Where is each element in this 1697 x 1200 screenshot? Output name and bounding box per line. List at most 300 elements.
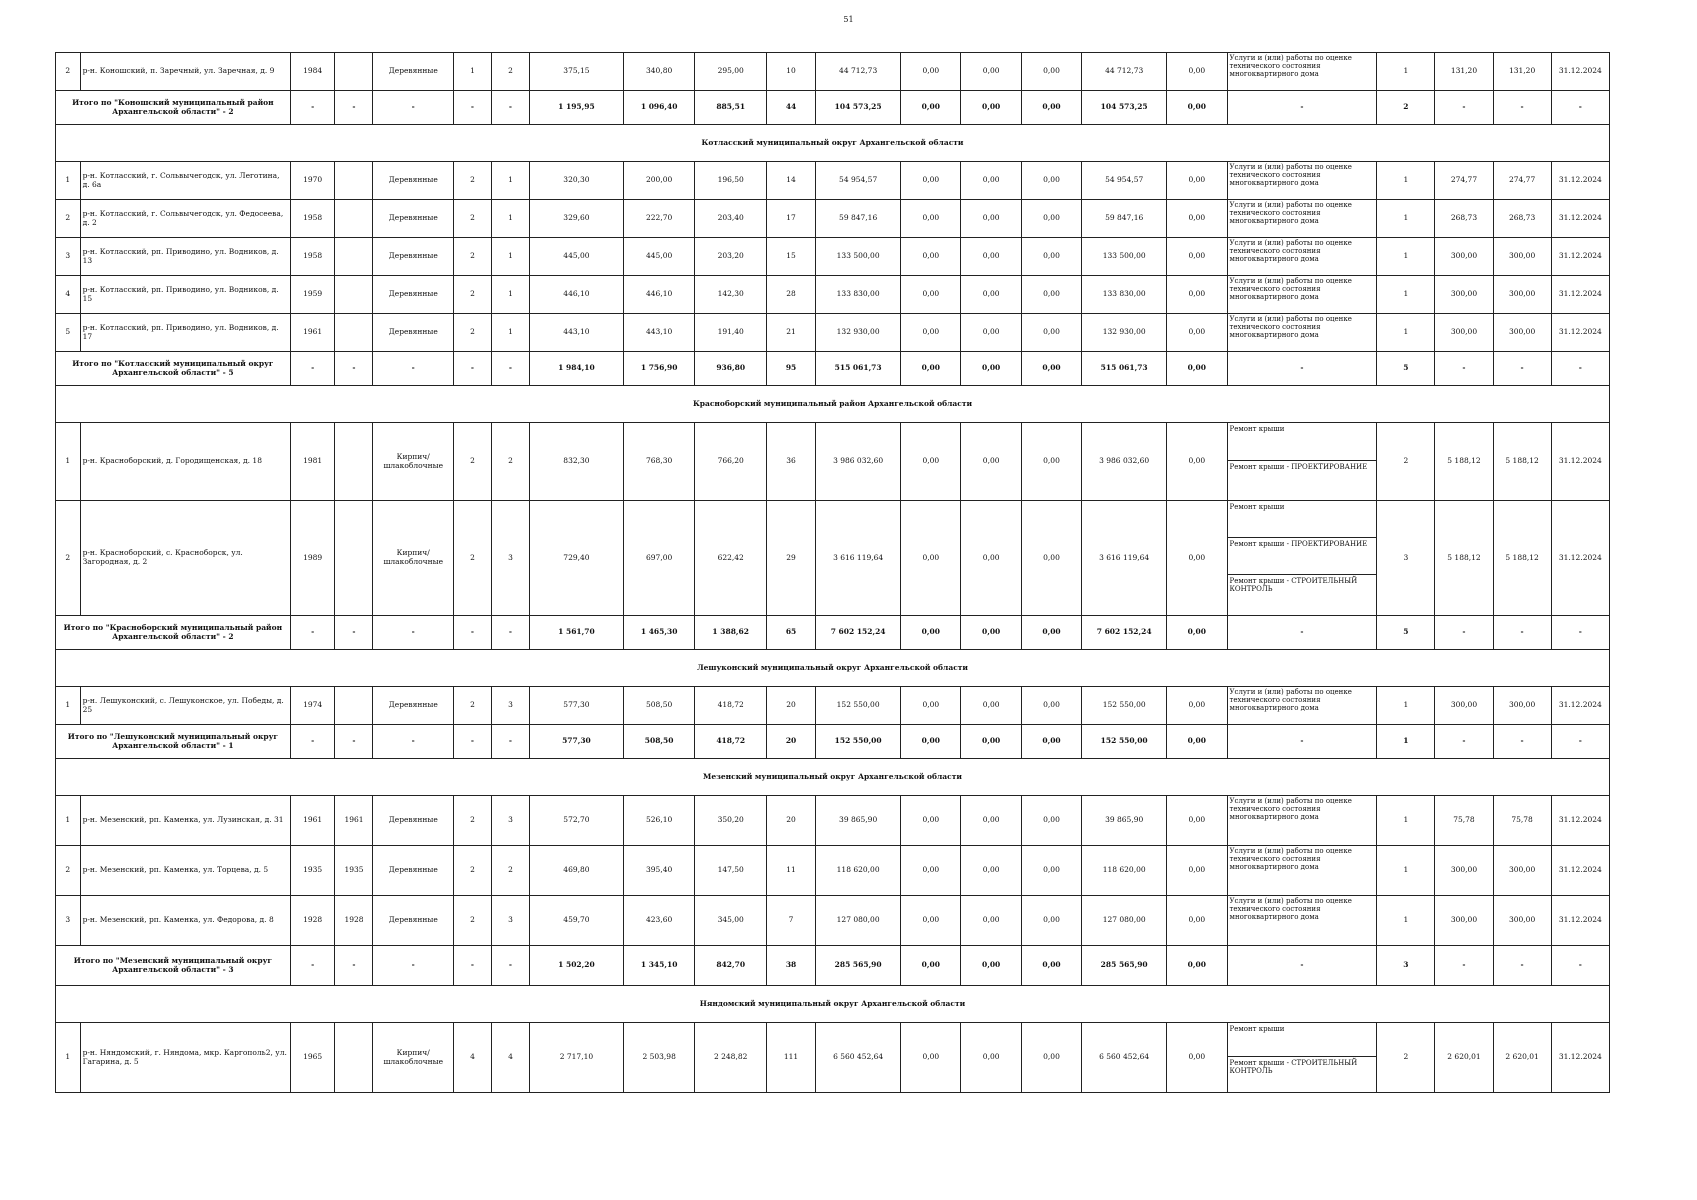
work-type-item: Ремонт крыши - СТРОИТЕЛЬНЫЙ КОНТРОЛЬ [1229,577,1358,594]
year-commissioned-cell: 1935 [335,846,373,896]
residential-area-cell: 768,30 [623,423,695,501]
deadline-cell: 31.12.2024 [1551,896,1609,946]
residents-cell: 11 [766,846,815,896]
year-built-cell: 1961 [290,314,335,352]
owners-funds-cell: 44 712,73 [1082,53,1167,91]
entrances-cell: 3 [491,501,529,616]
total-area-cell: 1 984,10 [529,352,623,386]
subtotal-row [56,616,1610,650]
entrances-cell: 1 [491,238,529,276]
residential-area-cell: 1 465,30 [623,616,695,650]
total-cost-cell: 3 616 119,64 [816,501,901,616]
dash-cell: - [373,725,453,759]
total-area-cell: 577,30 [529,687,623,725]
table-row [56,687,1610,725]
section-header-row [56,759,1610,796]
dash-cell: - [373,946,453,986]
year-commissioned-cell [335,276,373,314]
total-cost-cell: 104 573,25 [816,91,901,125]
work-count-cell: 5 [1377,352,1435,386]
year-built-cell: 1984 [290,53,335,91]
table-row [56,238,1610,276]
subtotal-row [56,352,1610,386]
dash-cell: - [290,946,335,986]
floors-cell: 2 [453,314,491,352]
residential-area-cell: 697,00 [623,501,695,616]
residential-area-cell: 443,10 [623,314,695,352]
municipal-budget-cell: 0,00 [1021,846,1081,896]
entrances-cell: 2 [491,423,529,501]
municipal-budget-cell: 0,00 [1021,616,1081,650]
floors-cell: 2 [453,896,491,946]
regional-budget-cell: 0,00 [961,162,1021,200]
work-types-cell [1227,423,1377,501]
wall-material-cell: Кирпич/шлакоблочные [373,501,453,616]
floors-cell: 2 [453,200,491,238]
max-unit-cost-cell: 5 188,12 [1493,423,1551,501]
year-commissioned-cell [335,314,373,352]
regional-budget-cell: 0,00 [961,423,1021,501]
work-types-cell [1227,846,1377,896]
work-type-item: Услуги и (или) работы по оценке технического состояния многоквартирного дома [1229,277,1352,302]
residential-area-cell: 2 503,98 [623,1023,695,1093]
entrances-cell: 2 [491,53,529,91]
work-types-cell [1227,276,1377,314]
fund-support-cell: 0,00 [901,725,961,759]
work-type-item: Услуги и (или) работы по оценке технического состояния многоквартирного дома [1229,201,1352,226]
regional-budget-cell: 0,00 [961,846,1021,896]
year-commissioned-cell: 1961 [335,796,373,846]
section-title: Лешуконский муниципальный округ Архангельской области [56,650,1610,687]
address-cell: р-н. Котласский, рп. Приводино, ул. Водников, д. 13 [80,238,290,276]
unit-cost-cell: 75,78 [1435,796,1493,846]
municipal-budget-cell: 0,00 [1021,276,1081,314]
total-cost-cell: 39 865,90 [816,796,901,846]
regional-budget-cell: 0,00 [961,725,1021,759]
other-funds-cell: 0,00 [1167,162,1227,200]
year-commissioned-cell [335,423,373,501]
total-cost-cell: 7 602 152,24 [816,616,901,650]
total-area-cell: 446,10 [529,276,623,314]
total-area-cell: 729,40 [529,501,623,616]
wall-material-cell: Деревянные [373,276,453,314]
work-types-cell [1227,501,1377,616]
fund-support-cell: 0,00 [901,896,961,946]
residential-area-cell: 395,40 [623,846,695,896]
deadline-cell: 31.12.2024 [1551,796,1609,846]
entrances-cell: 3 [491,687,529,725]
owners-funds-cell: 118 620,00 [1082,846,1167,896]
dash-cell: - [1551,352,1609,386]
municipal-budget-cell: 0,00 [1021,314,1081,352]
residents-cell: 7 [766,896,815,946]
max-unit-cost-cell: 2 620,01 [1493,1023,1551,1093]
residential-area-cell: 508,50 [623,687,695,725]
max-unit-cost-cell: 268,73 [1493,200,1551,238]
work-type-item: Услуги и (или) работы по оценке технического состояния многоквартирного дома [1229,163,1352,188]
floors-cell: 2 [453,162,491,200]
total-area-cell: 577,30 [529,725,623,759]
total-area-cell: 329,60 [529,200,623,238]
year-built-cell: 1974 [290,687,335,725]
work-count-cell: 5 [1377,616,1435,650]
residents-cell: 36 [766,423,815,501]
work-type-item: Услуги и (или) работы по оценке технического состояния многоквартирного дома [1229,315,1352,340]
owners-funds-cell: 132 930,00 [1082,314,1167,352]
regional-budget-cell: 0,00 [961,946,1021,986]
entrances-cell: 3 [491,896,529,946]
work-count-cell: 1 [1377,687,1435,725]
year-built-cell: 1928 [290,896,335,946]
dash-cell: - [335,946,373,986]
owners-funds-cell: 54 954,57 [1082,162,1167,200]
owners-funds-cell: 3 986 032,60 [1082,423,1167,501]
work-types-cell [1227,314,1377,352]
max-unit-cost-cell: 300,00 [1493,238,1551,276]
residents-cell: 10 [766,53,815,91]
regional-budget-cell: 0,00 [961,314,1021,352]
work-count-cell: 1 [1377,725,1435,759]
year-commissioned-cell: 1928 [335,896,373,946]
unit-cost-cell: 5 188,12 [1435,423,1493,501]
dash-cell: - [1551,91,1609,125]
fund-support-cell: 0,00 [901,946,961,986]
other-funds-cell: 0,00 [1167,314,1227,352]
max-unit-cost-cell: 300,00 [1493,687,1551,725]
residential-area-cell: 1 345,10 [623,946,695,986]
dash-cell: - [491,946,529,986]
max-unit-cost-cell: 75,78 [1493,796,1551,846]
unit-cost-cell: 300,00 [1435,687,1493,725]
residential-area-cell: 446,10 [623,276,695,314]
table-row [56,276,1610,314]
total-area-cell: 1 502,20 [529,946,623,986]
municipal-budget-cell: 0,00 [1021,796,1081,846]
other-funds-cell: 0,00 [1167,896,1227,946]
total-cost-cell: 127 080,00 [816,896,901,946]
floors-cell: 2 [453,687,491,725]
regional-budget-cell: 0,00 [961,796,1021,846]
wall-material-cell: Деревянные [373,238,453,276]
wall-material-cell: Деревянные [373,314,453,352]
deadline-cell: 31.12.2024 [1551,53,1609,91]
work-count-cell: 1 [1377,53,1435,91]
regional-budget-cell: 0,00 [961,616,1021,650]
total-cost-cell: 285 565,90 [816,946,901,986]
table-row [56,796,1610,846]
entrances-cell: 1 [491,276,529,314]
regional-budget-cell: 0,00 [961,687,1021,725]
fund-support-cell: 0,00 [901,687,961,725]
dash-cell: - [1493,616,1551,650]
municipal-budget-cell: 0,00 [1021,501,1081,616]
regional-budget-cell: 0,00 [961,896,1021,946]
municipal-budget-cell: 0,00 [1021,423,1081,501]
wall-material-cell: Деревянные [373,53,453,91]
address-cell: р-н. Няндомский, г. Няндома, мкр. Каргополь2, ул. Гагарина, д. 5 [80,1023,290,1093]
owned-area-cell: 885,51 [695,91,767,125]
dash-cell: - [453,616,491,650]
owners-funds-cell: 104 573,25 [1082,91,1167,125]
owned-area-cell: 622,42 [695,501,767,616]
owned-area-cell: 203,20 [695,238,767,276]
row-number: 3 [56,896,81,946]
page-number: 51 [843,15,854,24]
year-built-cell: 1961 [290,796,335,846]
owned-area-cell: 147,50 [695,846,767,896]
owners-funds-cell: 7 602 152,24 [1082,616,1167,650]
regional-budget-cell: 0,00 [961,238,1021,276]
max-unit-cost-cell: 5 188,12 [1493,501,1551,616]
dash-cell: - [290,91,335,125]
table-row [56,1023,1610,1093]
work-count-cell: 2 [1377,91,1435,125]
unit-cost-cell: 300,00 [1435,238,1493,276]
total-area-cell: 2 717,10 [529,1023,623,1093]
dash-cell: - [491,725,529,759]
floors-cell: 2 [453,796,491,846]
address-cell: р-н. Красноборский, с. Красноборск, ул. Загородная, д. 2 [80,501,290,616]
owned-area-cell: 345,00 [695,896,767,946]
residents-cell: 15 [766,238,815,276]
total-area-cell: 445,00 [529,238,623,276]
dash-cell: - [1435,91,1493,125]
work-count-cell: 1 [1377,162,1435,200]
address-cell: р-н. Котласский, рп. Приводино, ул. Водников, д. 17 [80,314,290,352]
residents-cell: 44 [766,91,815,125]
year-commissioned-cell [335,687,373,725]
subtotal-row [56,91,1610,125]
owners-funds-cell: 152 550,00 [1082,725,1167,759]
residential-area-cell: 222,70 [623,200,695,238]
total-cost-cell: 133 500,00 [816,238,901,276]
work-types-cell [1227,687,1377,725]
fund-support-cell: 0,00 [901,616,961,650]
other-funds-cell: 0,00 [1167,423,1227,501]
owned-area-cell: 936,80 [695,352,767,386]
subtotal-row [56,725,1610,759]
section-header-row [56,386,1610,423]
entrances-cell: 2 [491,846,529,896]
dash-cell: - [1493,91,1551,125]
total-cost-cell: 132 930,00 [816,314,901,352]
total-area-cell: 459,70 [529,896,623,946]
fund-support-cell: 0,00 [901,53,961,91]
total-cost-cell: 54 954,57 [816,162,901,200]
address-cell: р-н. Коношский, п. Заречный, ул. Заречная, д. 9 [80,53,290,91]
dash-cell: - [373,616,453,650]
address-cell: р-н. Котласский, г. Сольвычегодск, ул. Леготина, д. 6а [80,162,290,200]
address-cell: р-н. Мезенский, рп. Каменка, ул. Федорова, д. 8 [80,896,290,946]
row-number: 4 [56,276,81,314]
dash-cell: - [1493,725,1551,759]
other-funds-cell: 0,00 [1167,616,1227,650]
year-built-cell: 1989 [290,501,335,616]
owners-funds-cell: 59 847,16 [1082,200,1167,238]
unit-cost-cell: 300,00 [1435,846,1493,896]
owned-area-cell: 766,20 [695,423,767,501]
unit-cost-cell: 5 188,12 [1435,501,1493,616]
table-row [56,53,1610,91]
work-type-item: Услуги и (или) работы по оценке технического состояния многоквартирного дома [1229,54,1352,79]
work-count-cell: 3 [1377,501,1435,616]
total-cost-cell: 6 560 452,64 [816,1023,901,1093]
municipal-budget-cell: 0,00 [1021,53,1081,91]
work-type-item: Услуги и (или) работы по оценке технического состояния многоквартирного дома [1229,897,1352,922]
subtotal-label: Итого по "Коношский муниципальный район Архангельской области" - 2 [56,91,291,125]
dash-cell: - [335,616,373,650]
work-count-cell: 1 [1377,846,1435,896]
entrances-cell: 3 [491,796,529,846]
dash-cell: - [491,352,529,386]
section-title: Мезенский муниципальный округ Архангельской области [56,759,1610,796]
work-count-cell: 1 [1377,896,1435,946]
residential-area-cell: 526,10 [623,796,695,846]
row-number: 2 [56,501,81,616]
owners-funds-cell: 127 080,00 [1082,896,1167,946]
work-type-item: Ремонт крыши - СТРОИТЕЛЬНЫЙ КОНТРОЛЬ [1229,1059,1358,1076]
dash-cell: - [373,352,453,386]
owned-area-cell: 2 248,82 [695,1023,767,1093]
owned-area-cell: 203,40 [695,200,767,238]
residents-cell: 20 [766,687,815,725]
subtotal-label: Итого по "Лешуконский муниципальный округ Архангельской области" - 1 [56,725,291,759]
row-number: 1 [56,162,81,200]
dash-cell: - [290,352,335,386]
address-cell: р-н. Котласский, рп. Приводино, ул. Водников, д. 15 [80,276,290,314]
regional-budget-cell: 0,00 [961,352,1021,386]
entrances-cell: 4 [491,1023,529,1093]
owners-funds-cell: 515 061,73 [1082,352,1167,386]
owned-area-cell: 191,40 [695,314,767,352]
year-built-cell: 1981 [290,423,335,501]
fund-support-cell: 0,00 [901,200,961,238]
residential-area-cell: 340,80 [623,53,695,91]
row-number: 1 [56,1023,81,1093]
other-funds-cell: 0,00 [1167,276,1227,314]
residents-cell: 28 [766,276,815,314]
fund-support-cell: 0,00 [901,314,961,352]
fund-support-cell: 0,00 [901,796,961,846]
dash-cell: - [1551,616,1609,650]
wall-material-cell: Деревянные [373,687,453,725]
address-cell: р-н. Мезенский, рп. Каменка, ул. Торцева, д. 5 [80,846,290,896]
regional-budget-cell: 0,00 [961,200,1021,238]
residents-cell: 65 [766,616,815,650]
municipal-budget-cell: 0,00 [1021,162,1081,200]
fund-support-cell: 0,00 [901,276,961,314]
row-number: 2 [56,846,81,896]
other-funds-cell: 0,00 [1167,352,1227,386]
floors-cell: 2 [453,423,491,501]
work-type-item: Услуги и (или) работы по оценке технического состояния многоквартирного дома [1229,239,1352,264]
unit-cost-cell: 268,73 [1435,200,1493,238]
regional-budget-cell: 0,00 [961,53,1021,91]
dash-cell: - [1493,352,1551,386]
residents-cell: 95 [766,352,815,386]
dash-cell: - [453,352,491,386]
unit-cost-cell: 300,00 [1435,314,1493,352]
row-number: 2 [56,200,81,238]
floors-cell: 2 [453,238,491,276]
year-commissioned-cell [335,162,373,200]
work-count-cell: 1 [1377,200,1435,238]
total-cost-cell: 152 550,00 [816,725,901,759]
work-types-cell [1227,162,1377,200]
work-count-cell: 2 [1377,423,1435,501]
work-types-cell [1227,1023,1377,1093]
unit-cost-cell: 131,20 [1435,53,1493,91]
work-type-item: Ремонт крыши - ПРОЕКТИРОВАНИЕ [1228,538,1377,575]
address-cell: р-н. Мезенский, рп. Каменка, ул. Лузинская, д. 31 [80,796,290,846]
year-built-cell: 1970 [290,162,335,200]
total-area-cell: 469,80 [529,846,623,896]
wall-material-cell: Деревянные [373,796,453,846]
dash-cell: - [1227,352,1377,386]
total-area-cell: 832,30 [529,423,623,501]
owners-funds-cell: 285 565,90 [1082,946,1167,986]
dash-cell: - [491,616,529,650]
total-cost-cell: 515 061,73 [816,352,901,386]
row-number: 1 [56,423,81,501]
residential-area-cell: 1 096,40 [623,91,695,125]
deadline-cell: 31.12.2024 [1551,501,1609,616]
residential-area-cell: 200,00 [623,162,695,200]
residents-cell: 14 [766,162,815,200]
row-number: 1 [56,687,81,725]
total-area-cell: 375,15 [529,53,623,91]
residents-cell: 111 [766,1023,815,1093]
section-title: Котласский муниципальный округ Архангельской области [56,125,1610,162]
total-area-cell: 1 561,70 [529,616,623,650]
owners-funds-cell: 133 830,00 [1082,276,1167,314]
total-cost-cell: 44 712,73 [816,53,901,91]
other-funds-cell: 0,00 [1167,91,1227,125]
table-row [56,501,1610,616]
municipal-budget-cell: 0,00 [1021,896,1081,946]
year-built-cell: 1935 [290,846,335,896]
deadline-cell: 31.12.2024 [1551,314,1609,352]
row-number: 2 [56,53,81,91]
owners-funds-cell: 152 550,00 [1082,687,1167,725]
table-row [56,896,1610,946]
deadline-cell: 31.12.2024 [1551,687,1609,725]
other-funds-cell: 0,00 [1167,200,1227,238]
dash-cell: - [1435,946,1493,986]
table-row [56,200,1610,238]
regional-budget-cell: 0,00 [961,91,1021,125]
owners-funds-cell: 133 500,00 [1082,238,1167,276]
floors-cell: 2 [453,846,491,896]
total-cost-cell: 59 847,16 [816,200,901,238]
work-types-cell [1227,53,1377,91]
unit-cost-cell: 300,00 [1435,276,1493,314]
subtotal-label: Итого по "Котласский муниципальный округ Архангельской области" - 5 [56,352,291,386]
max-unit-cost-cell: 300,00 [1493,314,1551,352]
regional-budget-cell: 0,00 [961,501,1021,616]
fund-support-cell: 0,00 [901,423,961,501]
table-row [56,423,1610,501]
year-commissioned-cell [335,1023,373,1093]
dash-cell: - [1435,616,1493,650]
residents-cell: 20 [766,725,815,759]
municipal-budget-cell: 0,00 [1021,238,1081,276]
dash-cell: - [453,946,491,986]
deadline-cell: 31.12.2024 [1551,423,1609,501]
section-title: Красноборский муниципальный район Архангельской области [56,386,1610,423]
residents-cell: 38 [766,946,815,986]
dash-cell: - [491,91,529,125]
